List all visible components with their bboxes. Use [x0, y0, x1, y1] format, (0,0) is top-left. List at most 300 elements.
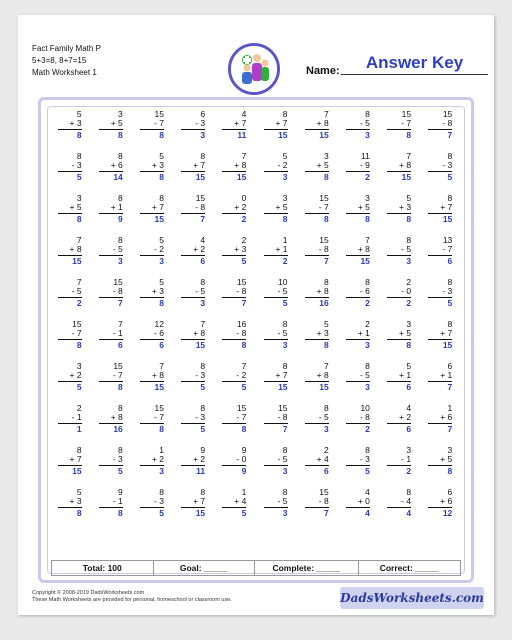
problem-top-number: 8 — [282, 109, 288, 119]
problem-answer: 8 — [241, 423, 247, 434]
problem-top-number: 4 — [200, 235, 206, 245]
problem-top-number: 8 — [447, 151, 453, 161]
problem-operator-line: - 5 — [264, 287, 288, 298]
problem-41 — [49, 278, 90, 320]
problem-top-number: 10 — [360, 403, 370, 413]
problem-answer: 7 — [447, 423, 453, 434]
problem-top-number: 9 — [241, 445, 247, 455]
title-line-2: 5+3=8, 8+7=15 — [32, 56, 87, 65]
problem-operator-line: - 7 — [140, 413, 164, 424]
problem-top-number: 3 — [406, 445, 412, 455]
problem-top-number: 8 — [323, 403, 329, 413]
problem-stack — [346, 320, 370, 362]
problem-operator-line: - 2 — [222, 371, 246, 382]
problem-answer: 8 — [76, 507, 82, 518]
problem-stack — [305, 488, 329, 530]
problem-stack — [222, 110, 246, 152]
problem-top-number: 7 — [241, 151, 247, 161]
problem-78 — [337, 404, 378, 446]
problem-stack — [58, 152, 82, 194]
problem-stack — [305, 152, 329, 194]
problem-operator-line: + 8 — [305, 371, 329, 382]
problem-77 — [296, 404, 337, 446]
problem-operator-line: + 2 — [140, 455, 164, 466]
problem-operator-line: + 7 — [140, 203, 164, 214]
problem-operator-line: + 2 — [181, 245, 205, 256]
problem-stack — [387, 446, 411, 488]
problem-stack — [222, 152, 246, 194]
problem-operator-line: + 7 — [264, 371, 288, 382]
problem-operator-line: + 5 — [99, 119, 123, 130]
problem-stack — [387, 236, 411, 278]
problem-operator-line: - 5 — [346, 371, 370, 382]
problem-33 — [131, 236, 172, 278]
problem-stack — [181, 110, 205, 152]
problem-top-number: 7 — [159, 361, 164, 371]
problem-answer: 3 — [159, 465, 164, 476]
problem-stack — [222, 194, 246, 236]
problem-operator-line: + 8 — [181, 329, 205, 340]
problem-top-number: 1 — [447, 403, 453, 413]
problem-75 — [214, 404, 255, 446]
problem-answer: 15 — [195, 171, 206, 182]
problem-58 — [337, 320, 378, 362]
problem-22 — [90, 194, 131, 236]
problem-top-number: 7 — [323, 361, 329, 371]
problem-top-number: 7 — [406, 151, 412, 161]
problem-stack — [140, 320, 164, 362]
problem-answer: 3 — [365, 339, 370, 350]
problem-top-number: 2 — [76, 403, 82, 413]
problem-stack — [222, 320, 246, 362]
problem-stack — [99, 152, 123, 194]
problem-stack — [346, 236, 370, 278]
problem-87 — [296, 446, 337, 488]
problem-operator-line: - 3 — [181, 371, 205, 382]
problem-stack — [428, 488, 452, 530]
problem-71 — [49, 404, 90, 446]
problem-operator-line: + 1 — [387, 371, 411, 382]
problem-68 — [337, 362, 378, 404]
problem-operator-line: + 7 — [222, 119, 246, 130]
problem-operator-line: + 8 — [346, 245, 370, 256]
problem-operator-line: + 5 — [264, 203, 288, 214]
problem-50 — [420, 278, 461, 320]
problem-answer: 5 — [365, 465, 370, 476]
problem-operator-line: - 5 — [264, 329, 288, 340]
problem-stack — [346, 446, 370, 488]
problem-stack — [387, 278, 411, 320]
problem-40 — [420, 236, 461, 278]
problem-operator-line: + 8 — [99, 413, 123, 424]
problem-top-number: 3 — [447, 445, 453, 455]
problem-answer: 15 — [442, 339, 453, 350]
problem-top-number: 15 — [113, 277, 123, 287]
problem-answer: 8 — [282, 213, 288, 224]
problem-stack — [140, 194, 164, 236]
problem-top-number: 8 — [406, 235, 412, 245]
problem-top-number: 3 — [76, 361, 82, 371]
problem-operator-line: - 7 — [99, 371, 123, 382]
problem-stack — [428, 320, 452, 362]
problem-operator-line: + 3 — [222, 245, 246, 256]
footer-text — [32, 590, 232, 604]
problem-top-number: 8 — [159, 487, 164, 497]
problem-stack — [264, 446, 288, 488]
problem-stack — [346, 404, 370, 446]
problem-top-number: 8 — [406, 487, 412, 497]
problem-answer: 7 — [323, 255, 329, 266]
problem-stack — [58, 110, 82, 152]
problem-operator-line: + 2 — [387, 413, 411, 424]
problem-operator-line: - 1 — [387, 455, 411, 466]
problem-stack — [58, 404, 82, 446]
problem-answer: 8 — [76, 129, 82, 140]
problem-stack — [428, 278, 452, 320]
problem-operator-line: + 7 — [181, 497, 205, 508]
problem-16 — [255, 152, 296, 194]
problem-top-number: 5 — [323, 319, 329, 329]
problem-stack — [305, 320, 329, 362]
problem-23 — [131, 194, 172, 236]
problem-operator-line: - 5 — [264, 497, 288, 508]
problem-answer: 2 — [241, 213, 247, 224]
problem-answer: 5 — [447, 171, 453, 182]
problem-99 — [379, 488, 420, 530]
problem-stack — [140, 152, 164, 194]
problem-stack — [181, 488, 205, 530]
problem-operator-line: - 1 — [99, 497, 123, 508]
problem-stack — [264, 236, 288, 278]
problem-top-number: 15 — [154, 109, 164, 119]
problem-top-number: 8 — [447, 277, 453, 287]
problem-top-number: 15 — [319, 487, 329, 497]
problem-stack — [264, 404, 288, 446]
problem-operator-line: + 5 — [428, 455, 452, 466]
problem-answer: 3 — [118, 255, 123, 266]
problem-19 — [379, 152, 420, 194]
problem-stack — [58, 320, 82, 362]
problem-top-number: 2 — [323, 445, 329, 455]
problem-top-number: 8 — [365, 445, 370, 455]
problem-answer: 2 — [365, 297, 370, 308]
problem-stack — [264, 152, 288, 194]
problem-top-number: 6 — [200, 109, 206, 119]
problem-operator-line: - 5 — [387, 245, 411, 256]
problem-49 — [379, 278, 420, 320]
problem-stack — [99, 110, 123, 152]
problem-top-number: 7 — [200, 319, 206, 329]
problem-answer: 3 — [365, 129, 370, 140]
problem-stack — [346, 278, 370, 320]
problem-59 — [379, 320, 420, 362]
problem-answer: 4 — [406, 507, 412, 518]
problem-answer: 8 — [159, 423, 164, 434]
problem-operator-line: + 8 — [305, 287, 329, 298]
problem-73 — [131, 404, 172, 446]
problem-operator-line: + 1 — [428, 371, 452, 382]
problem-top-number: 7 — [365, 235, 370, 245]
problem-top-number: 1 — [282, 235, 288, 245]
problem-operator-line: - 3 — [181, 119, 205, 130]
problem-top-number: 2 — [241, 235, 247, 245]
problem-answer: 8 — [76, 339, 82, 350]
problem-answer: 14 — [113, 171, 123, 182]
problem-top-number: 7 — [76, 235, 82, 245]
problem-stack — [140, 446, 164, 488]
problem-44 — [173, 278, 214, 320]
problem-top-number: 8 — [159, 193, 164, 203]
problem-answer: 5 — [118, 465, 123, 476]
problem-top-number: 5 — [159, 277, 164, 287]
problem-operator-line: - 8 — [222, 329, 246, 340]
problem-top-number: 8 — [76, 151, 82, 161]
problem-top-number: 5 — [282, 151, 288, 161]
problem-operator-line: - 3 — [428, 287, 452, 298]
problem-7 — [296, 110, 337, 152]
problem-answer: 3 — [282, 465, 288, 476]
problem-operator-line: - 7 — [58, 329, 82, 340]
problem-answer: 2 — [282, 255, 288, 266]
problem-answer: 5 — [200, 381, 206, 392]
problem-1 — [49, 110, 90, 152]
brand-logo: DadsWorksheets.com — [340, 587, 484, 609]
problem-operator-line: - 0 — [222, 455, 246, 466]
problem-answer: 8 — [365, 213, 370, 224]
problem-top-number: 1 — [159, 445, 164, 455]
problem-operator-line: - 0 — [387, 287, 411, 298]
problem-stack — [58, 194, 82, 236]
problem-operator-line: + 5 — [346, 203, 370, 214]
problem-61 — [49, 362, 90, 404]
problem-answer: 7 — [447, 129, 453, 140]
problem-53 — [131, 320, 172, 362]
problem-90 — [420, 446, 461, 488]
problem-100 — [420, 488, 461, 530]
problem-93 — [131, 488, 172, 530]
problem-top-number: 11 — [361, 151, 370, 161]
problem-answer: 15 — [319, 381, 329, 392]
problem-operator-line: - 5 — [305, 413, 329, 424]
summary-correct: Correct: _____ — [379, 563, 439, 573]
problem-operator-line: - 5 — [58, 287, 82, 298]
problem-box — [38, 97, 474, 583]
problem-answer: 8 — [406, 129, 412, 140]
problem-operator-line: - 3 — [99, 455, 123, 466]
problem-top-number: 16 — [236, 319, 247, 329]
problem-top-number: 6 — [447, 487, 453, 497]
problem-stack — [264, 110, 288, 152]
problem-operator-line: - 6 — [346, 287, 370, 298]
problem-96 — [255, 488, 296, 530]
problem-answer: 6 — [200, 255, 206, 266]
problem-operator-line: - 8 — [428, 119, 452, 130]
problem-top-number: 15 — [195, 193, 206, 203]
problem-stack — [181, 152, 205, 194]
problem-answer: 3 — [282, 507, 288, 518]
problem-stack — [99, 446, 123, 488]
problem-74 — [173, 404, 214, 446]
problem-answer: 15 — [278, 129, 288, 140]
problem-operator-line: - 7 — [140, 119, 164, 130]
problem-operator-line: - 7 — [387, 119, 411, 130]
problem-operator-line: - 4 — [387, 497, 411, 508]
problem-operator-line: + 8 — [140, 371, 164, 382]
problem-stack — [222, 278, 246, 320]
problem-top-number: 8 — [323, 277, 329, 287]
problem-top-number: 8 — [200, 403, 206, 413]
problem-39 — [379, 236, 420, 278]
problem-3 — [131, 110, 172, 152]
problem-57 — [296, 320, 337, 362]
problem-65 — [214, 362, 255, 404]
problem-stack — [387, 488, 411, 530]
problem-answer: 8 — [406, 339, 412, 350]
problem-84 — [173, 446, 214, 488]
problem-stack — [58, 362, 82, 404]
problem-stack — [99, 236, 123, 278]
problem-stack — [305, 362, 329, 404]
problem-answer: 5 — [282, 297, 288, 308]
problem-top-number: 5 — [159, 235, 164, 245]
problem-32 — [90, 236, 131, 278]
problem-top-number: 5 — [76, 487, 82, 497]
problem-top-number: 3 — [406, 319, 412, 329]
problem-82 — [90, 446, 131, 488]
problem-63 — [131, 362, 172, 404]
problem-30 — [420, 194, 461, 236]
problem-top-number: 8 — [118, 445, 123, 455]
problem-69 — [379, 362, 420, 404]
problem-answer: 15 — [154, 213, 164, 224]
problem-64 — [173, 362, 214, 404]
problem-stack — [428, 404, 452, 446]
problem-stack — [99, 278, 123, 320]
problem-top-number: 8 — [282, 361, 288, 371]
problem-18 — [337, 152, 378, 194]
problem-29 — [379, 194, 420, 236]
problem-top-number: 8 — [118, 193, 123, 203]
problem-answer: 11 — [237, 129, 247, 140]
summary-complete: Complete: _____ — [255, 561, 359, 575]
problem-answer: 1 — [76, 423, 82, 434]
problem-operator-line: - 8 — [305, 497, 329, 508]
problem-top-number: 8 — [282, 487, 288, 497]
problem-46 — [255, 278, 296, 320]
problem-answer: 8 — [323, 171, 329, 182]
problem-answer: 8 — [118, 507, 123, 518]
problem-top-number: 15 — [236, 403, 247, 413]
problem-stack — [387, 404, 411, 446]
problem-top-number: 3 — [76, 193, 82, 203]
problem-answer: 3 — [282, 171, 288, 182]
problem-66 — [255, 362, 296, 404]
problem-answer: 7 — [282, 423, 288, 434]
problem-answer: 3 — [323, 423, 329, 434]
problem-stack — [181, 362, 205, 404]
problem-top-number: 8 — [365, 361, 370, 371]
problem-operator-line: - 8 — [305, 245, 329, 256]
problem-top-number: 6 — [447, 361, 453, 371]
problem-operator-line: + 3 — [140, 287, 164, 298]
problem-stack — [222, 236, 246, 278]
problem-86 — [255, 446, 296, 488]
answer-key-title: Answer Key — [341, 53, 488, 75]
title-line-3: Math Worksheet 1 — [32, 68, 97, 77]
problem-13 — [131, 152, 172, 194]
problem-76 — [255, 404, 296, 446]
problem-operator-line: - 8 — [346, 413, 370, 424]
problem-stack — [264, 194, 288, 236]
problem-operator-line: - 3 — [181, 413, 205, 424]
problem-38 — [337, 236, 378, 278]
problem-answer: 7 — [241, 297, 247, 308]
problem-top-number: 15 — [319, 235, 329, 245]
problem-operator-line: + 8 — [305, 119, 329, 130]
problem-37 — [296, 236, 337, 278]
problem-top-number: 0 — [241, 193, 247, 203]
problem-answer: 7 — [447, 381, 453, 392]
problem-operator-line: + 4 — [222, 497, 246, 508]
problem-79 — [379, 404, 420, 446]
problem-top-number: 3 — [118, 109, 123, 119]
problem-89 — [379, 446, 420, 488]
problem-answer: 12 — [442, 507, 453, 518]
problem-top-number: 5 — [159, 151, 164, 161]
problem-operator-line: - 7 — [222, 413, 246, 424]
problem-top-number: 8 — [118, 151, 123, 161]
problem-42 — [90, 278, 131, 320]
problem-operator-line: + 5 — [58, 203, 82, 214]
problem-answer: 15 — [319, 129, 329, 140]
problem-27 — [296, 194, 337, 236]
problem-35 — [214, 236, 255, 278]
problem-top-number: 7 — [323, 109, 329, 119]
problem-10 — [420, 110, 461, 152]
problem-51 — [49, 320, 90, 362]
problem-8 — [337, 110, 378, 152]
problem-answer: 5 — [76, 171, 82, 182]
problem-top-number: 8 — [200, 487, 206, 497]
problem-stack — [58, 446, 82, 488]
problem-top-number: 8 — [282, 445, 288, 455]
problem-20 — [420, 152, 461, 194]
problem-operator-line: - 1 — [99, 329, 123, 340]
problem-stack — [305, 446, 329, 488]
problem-top-number: 15 — [113, 361, 123, 371]
problem-stack — [99, 194, 123, 236]
problem-31 — [49, 236, 90, 278]
problem-34 — [173, 236, 214, 278]
problem-operator-line: - 5 — [99, 245, 123, 256]
problem-answer: 15 — [360, 255, 370, 266]
problem-answer: 3 — [282, 339, 288, 350]
problem-stack — [99, 320, 123, 362]
problem-top-number: 3 — [323, 151, 329, 161]
problem-stack — [305, 194, 329, 236]
problem-operator-line: - 3 — [58, 161, 82, 172]
problem-48 — [337, 278, 378, 320]
problem-operator-line: + 7 — [428, 203, 452, 214]
problem-stack — [387, 320, 411, 362]
problem-answer: 5 — [241, 381, 247, 392]
problem-stack — [428, 236, 452, 278]
problem-answer: 7 — [323, 507, 329, 518]
problem-operator-line: + 0 — [346, 497, 370, 508]
problem-67 — [296, 362, 337, 404]
problem-answer: 15 — [442, 213, 453, 224]
problem-43 — [131, 278, 172, 320]
